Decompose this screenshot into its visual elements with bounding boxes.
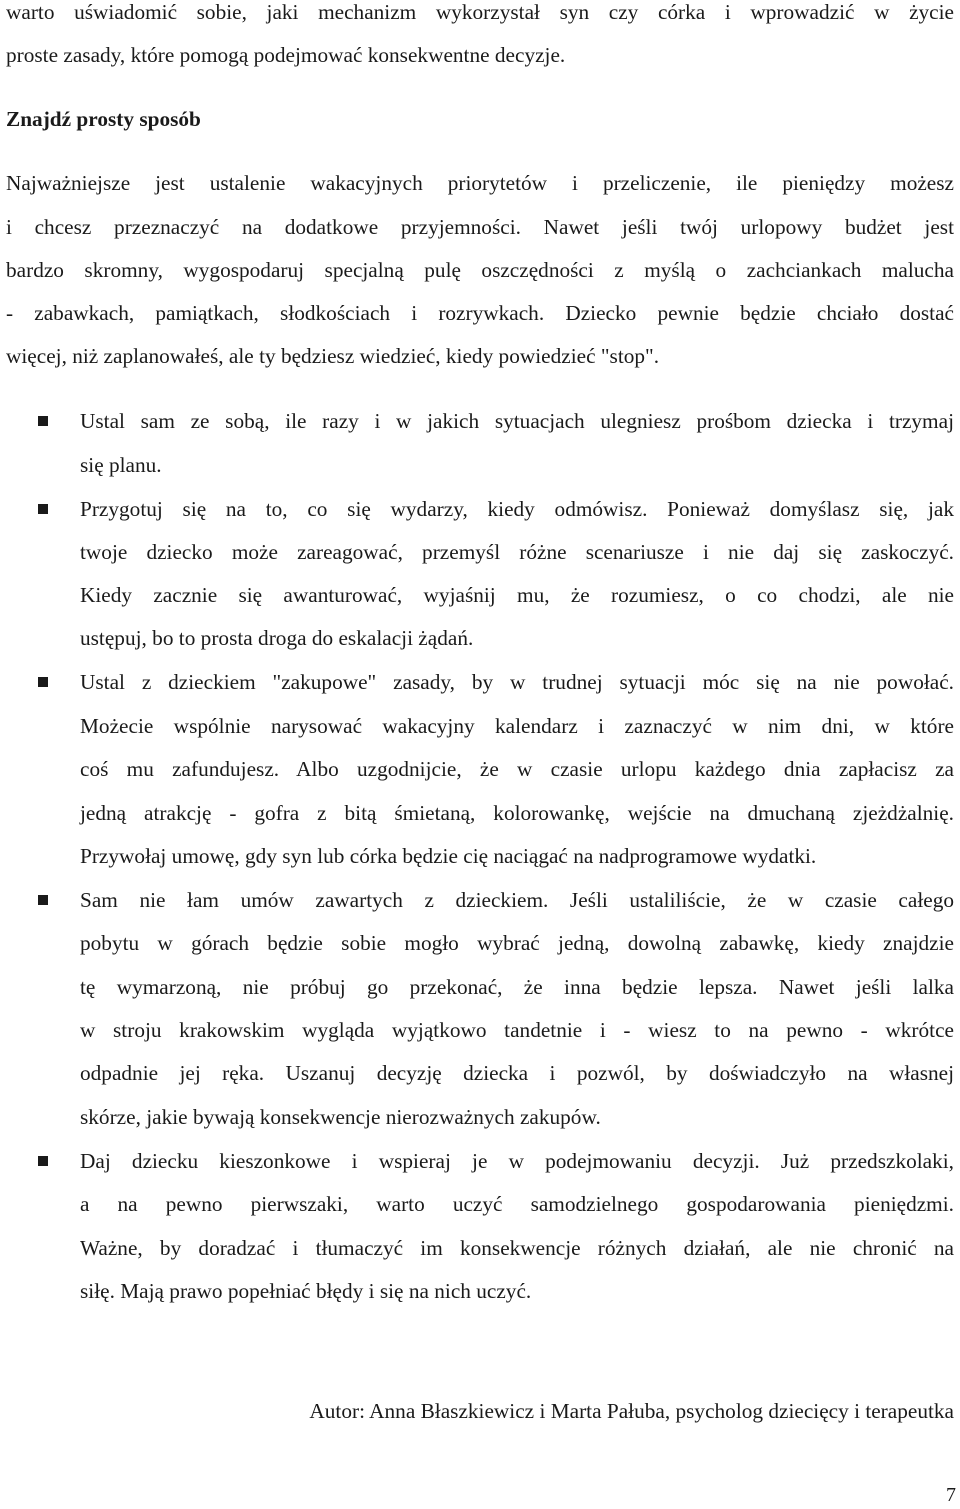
- bullet-marker: [38, 416, 48, 426]
- bullet-line: tę wymarzoną, nie próbuj go przekonać, że inna będzie lepsza. Nawet jeśli lalka: [80, 975, 954, 999]
- bullet-marker: [38, 895, 48, 905]
- bullet-marker: [38, 677, 48, 687]
- bullet-line: ustępuj, bo to prosta droga do eskalacji żądań.: [80, 626, 474, 650]
- bullet-line: odpadnie jej ręka. Uszanuj decyzję dziecka i pozwól, by doświadczyło na własnej: [80, 1061, 954, 1085]
- bullet-marker: [38, 1156, 48, 1166]
- paragraph-line: bardzo skromny, wygospodaruj specjalną pulę oszczędności z myślą o zachciankach malucha: [6, 258, 954, 282]
- bullet-line: Przygotuj się na to, co się wydarzy, kiedy odmówisz. Ponieważ domyślasz się, jak: [80, 497, 954, 521]
- page-number: 7: [946, 1484, 956, 1506]
- bullet-line: coś mu zafundujesz. Albo uzgodnijcie, że w czasie urlopu każdego dnia zapłacisz za: [80, 757, 954, 781]
- bullet-line: Ważne, by doradzać i tłumaczyć im konsekwencje różnych działań, ale nie chronić na: [80, 1236, 954, 1260]
- bullet-line: Kiedy zacznie się awanturować, wyjaśnij mu, że rozumiesz, o co chodzi, ale nie: [80, 583, 954, 607]
- bullet-line: twoje dziecko może zareagować, przemyśl różne scenariusze i nie daj się zaskoczyć.: [80, 540, 954, 564]
- bullet-line: pobytu w górach będzie sobie mogło wybrać jedną, dowolną zabawkę, kiedy znajdzie: [80, 931, 954, 955]
- bullet-line: Sam nie łam umów zawartych z dzieckiem. Jeśli ustaliliście, że w czasie całego: [80, 888, 954, 912]
- bullet-line: Ustal z dzieckiem "zakupowe" zasady, by w trudnej sytuacji móc się na nie powołać.: [80, 670, 954, 694]
- paragraph-line: - zabawkach, pamiątkach, słodkościach i rozrywkach. Dziecko pewnie będzie chciało dostać: [6, 301, 954, 325]
- bullet-line: Możecie wspólnie narysować wakacyjny kalendarz i zaznaczyć w nim dni, w które: [80, 714, 954, 738]
- bullet-line: w stroju krakowskim wygląda wyjątkowo tandetnie i - wiesz to na pewno - wkrótce: [80, 1018, 954, 1042]
- bullet-line: jedną atrakcję - gofra z bitą śmietaną, kolorowankę, wejście na dmuchaną zjeżdżalnię.: [80, 801, 954, 825]
- paragraph-line: Najważniejsze jest ustalenie wakacyjnych priorytetów i przeliczenie, ile pieniędzy możesz: [6, 171, 954, 195]
- author-credit: Autor: Anna Błaszkiewicz i Marta Pałuba, psycholog dziecięcy i terapeutka: [309, 1399, 954, 1423]
- paragraph-line: więcej, niż zaplanowałeś, ale ty będziesz wiedzieć, kiedy powiedzieć "stop".: [6, 344, 660, 368]
- bullet-line: się planu.: [80, 453, 162, 477]
- intro-line: warto uświadomić sobie, jaki mechanizm wykorzystał syn czy córka i wprowadzić w życie: [6, 0, 954, 24]
- section-heading: Znajdź prosty sposób: [6, 107, 201, 131]
- bullet-line: Ustal sam ze sobą, ile razy i w jakich sytuacjach ulegniesz prośbom dziecka i trzymaj: [80, 409, 954, 433]
- bullet-line: a na pewno pierwszaki, warto uczyć samodzielnego gospodarowania pieniędzmi.: [80, 1192, 954, 1216]
- paragraph-line: i chcesz przeznaczyć na dodatkowe przyjemności. Nawet jeśli twój urlopowy budżet jest: [6, 215, 954, 239]
- bullet-line: skórze, jakie bywają konsekwencje nierozważnych zakupów.: [80, 1105, 601, 1129]
- bullet-line: siłę. Mają prawo popełniać błędy i się na nich uczyć.: [80, 1279, 532, 1303]
- intro-line: proste zasady, które pomogą podejmować konsekwentne decyzje.: [6, 43, 566, 67]
- bullet-line: Daj dziecku kieszonkowe i wspieraj je w podejmowaniu decyzji. Już przedszkolaki,: [80, 1149, 954, 1173]
- bullet-line: Przywołaj umowę, gdy syn lub córka będzie cię naciągać na nadprogramowe wydatki.: [80, 844, 817, 868]
- bullet-marker: [38, 504, 48, 514]
